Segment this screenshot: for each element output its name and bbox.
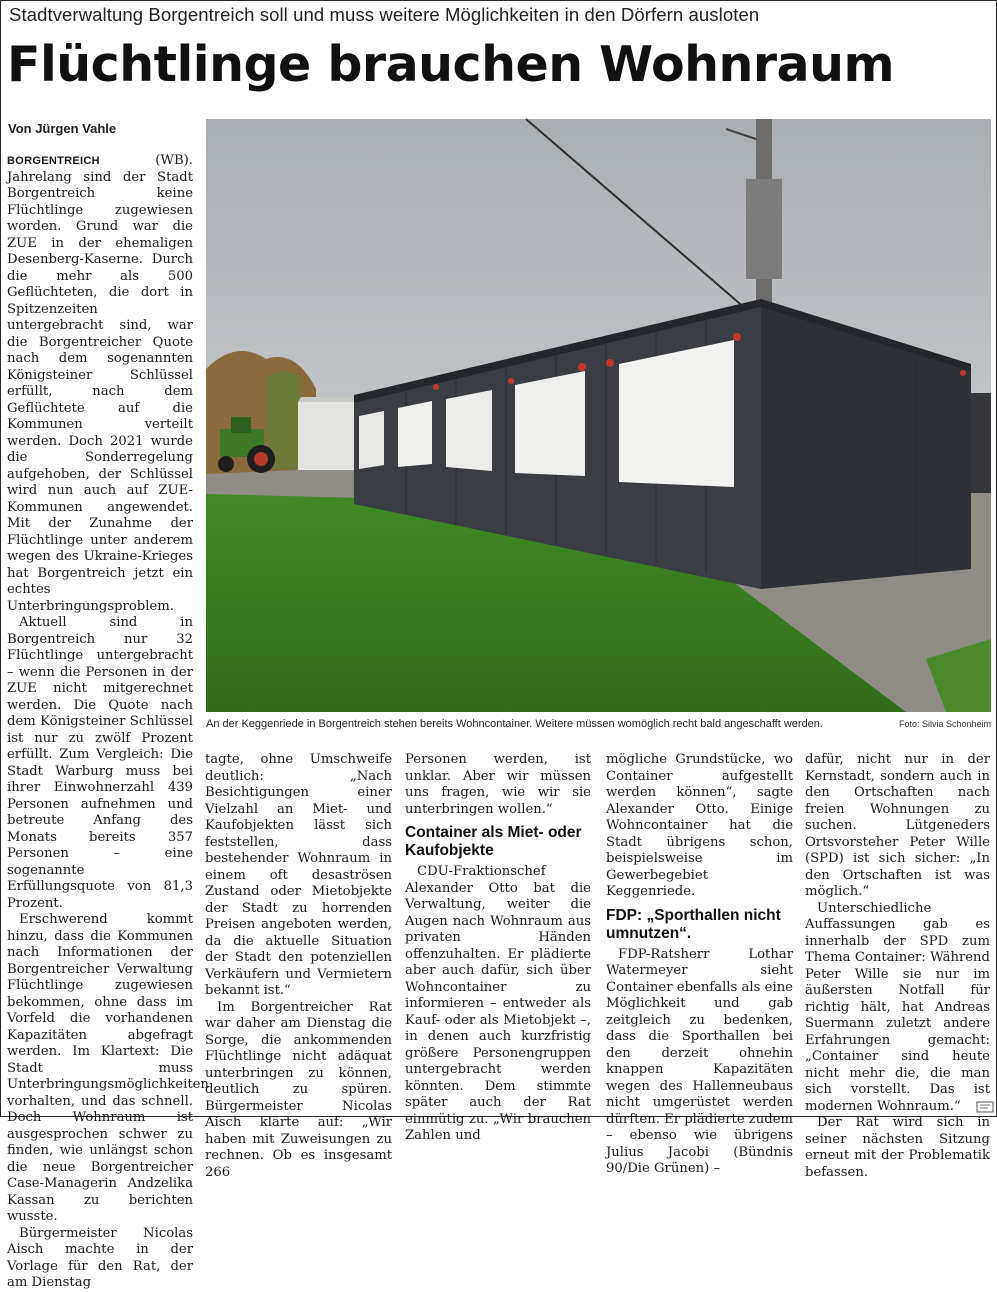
container-photo-illustration: [206, 119, 991, 712]
article-kicker: Stadtverwaltung Borgentreich soll und muss weitere Möglichkeiten in den Dörfern ausloten: [9, 4, 760, 25]
subheading-fdp: FDP: „Sporthallen nicht umnutzen“.: [606, 906, 781, 942]
article-column-5: [805, 752, 990, 1180]
dateline: BORGENTREICH: [7, 155, 100, 167]
article-column-3: [405, 752, 591, 1143]
article-headline: Flüchtlinge brauchen Wohnraum: [7, 36, 895, 93]
subheading-container: Container als Miet- oder Kaufobjekte: [405, 824, 582, 859]
article-column-4: [606, 752, 794, 1176]
photo-credit: Foto: Silvia Schonheim: [898, 719, 991, 729]
publisher-mark-icon: [976, 1100, 994, 1114]
photo-caption: [206, 718, 991, 730]
paragraph: Im Borgentreicher Rat war daher am Dienstag die Sorge, die ankommenden Flüchtlinge nicht adäquat unterbringen zu können, deutlich zu spüren. Bürgermeister Nicolas Aisch klärte auf: „Wir haben mit Zuweisungen zu rechnen. Ob es insgesamt 266: [205, 999, 392, 1180]
paragraph: CDU-Fraktionschef Alexander Otto bat die Verwaltung, weiter die Augen nach Wohnraum aus privaten Händen offenzuhalten. Er plädierte aber auch dafür, sich über Wohncontainer zu informieren – entweder als Kauf- oder als Mietobjekt –, in denen auch kurzfristig größere Personengruppen untergebracht werden könnten. Dem stimmte später auch der Rat einmütig zu. „Wir brauchen Zahlen und: [405, 864, 591, 1143]
paragraph: Aktuell sind in Borgentreich nur 32 Flüchtlinge untergebracht – wenn die Personen in der ZUE nicht mitgerechnet werden. Die Quote nach dem Königsteiner Schlüssel ist nur zu zwölf Prozent erfüllt. Zum Vergleich: Die Stadt Warburg muss bei ihrer Einwohnerzahl 439 Personen aufnehmen und betreute Anfang des Monats bereits 357 Personen – eine sogenannte Erfüllungsquote von 81,3 Prozent.: [7, 615, 193, 911]
caption-text: An der Keggenriede in Borgentreich stehen bereits Wohncontainer. Weitere müssen womöglich recht bald angeschafft werden.: [206, 718, 823, 730]
paragraph: mögliche Grundstücke, wo Container aufgestellt werden können“, sagte Alexander Otto. Einige Wohncontainer hat die Stadt übrigens schon, beispielsweise im Gewerbegebiet Keggenriede.: [606, 752, 793, 899]
paragraph: Personen werden, ist unklar. Aber wir müssen uns fragen, wie wir sie unterbringen wollen.“: [405, 752, 591, 817]
article-photo: [206, 119, 991, 712]
paragraph: Erschwerend kommt hinzu, dass die Kommunen nach Informationen der Borgentreicher Verwaltung Flüchtlinge zugewiesen bekommen, ohne dass im Vorfeld die vorhandenen Kapazitäten abgefragt werden. Im Klartext: Die Stadt muss Unterbringungsmöglichkeiten vorhalten, und das schnell. Doch Wohnraum ist ausgesprochen schwer zu finden, wie unlängst schon die neue Borgentreicher Case-Managerin Andzelika Kassan zu berichten wusste.: [7, 912, 209, 1224]
byline: Von Jürgen Vahle: [8, 121, 117, 136]
paragraph: BORGENTREICH (WB). Jahrelang sind der Stadt Borgentreich keine Flüchtlinge zugewiesen worden. Grund war die ZUE in der ehemaligen Desenberg-Kaserne. Durch die mehr als 500 Geflüchteten, die dort in Spitzenzeiten untergebracht sind, war die Borgentreicher Quote nach dem sogenannten Königsteiner Schlüssel erfüllt, nach dem Geflüchtete auf die Kommunen verteilt werden. Doch 2021 wurde die Sonderregelung aufgehoben, der Schlüssel wird nun auch auf ZUE-Kommunen angewendet. Mit der Zunahme der Flüchtlinge unter anderem wegen des Ukraine-Krieges hat Borgentreich jetzt ein echtes Unterbringungsproblem.: [7, 153, 193, 614]
paragraph: Unterschiedliche Auffassungen gab es innerhalb der SPD zum Thema Container: Während Peter Wille sie nur im äußersten Notfall für richtig hält, hat Andreas Suermann zuletzt andere Erfahrungen gemacht: „Container sind heute nicht mehr die, die man sich vorstellt. Das ist modernen Wohnraum.“: [805, 900, 990, 1114]
article-column-2: [205, 752, 392, 1180]
paragraph: tagte, ohne Umschweife deutlich: „Nach Besichtigungen einer Vielzahl an Miet- und Kaufobjekten lässt sich feststellen, dass bestehender Wohnraum in einem oft desaströsen Zustand oder Mietobjekte der Stadt zu horrenden Preisen angeboten werden, da die aktuelle Situation der Stadt den potenziellen Verkäufern und Vermietern bekannt ist.“: [205, 752, 392, 998]
paragraph: dafür, nicht nur in der Kernstadt, sondern auch in den Ortschaften nach freien Wohnungen zu suchen. Lütgeneders Ortsvorsteher Peter Wille (SPD) ist sich sicher: „In den Ortschaften ist was möglich.“: [805, 752, 990, 899]
paragraph: FDP-Ratsherr Lothar Watermeyer sieht Container ebenfalls als eine Möglichkeit und gab zeitgleich zu bedenken, dass die Sporthallen bei den derzeit ohnehin knappen Kapazitäten wegen des Hallenneubaus nicht umgerüstet werden dürften. Er plädierte zudem – ebenso wie übrigens Julius Jacobi (Bündnis 90/Die Grünen) –: [606, 946, 794, 1176]
paragraph: Bürgermeister Nicolas Aisch machte in der Vorlage für den Rat, der am Dienstag: [7, 1225, 193, 1290]
paragraph: Der Rat wird sich in seiner nächsten Sitzung erneut mit der Problematik befassen.: [805, 1115, 990, 1180]
article-column-1: [7, 153, 209, 1290]
